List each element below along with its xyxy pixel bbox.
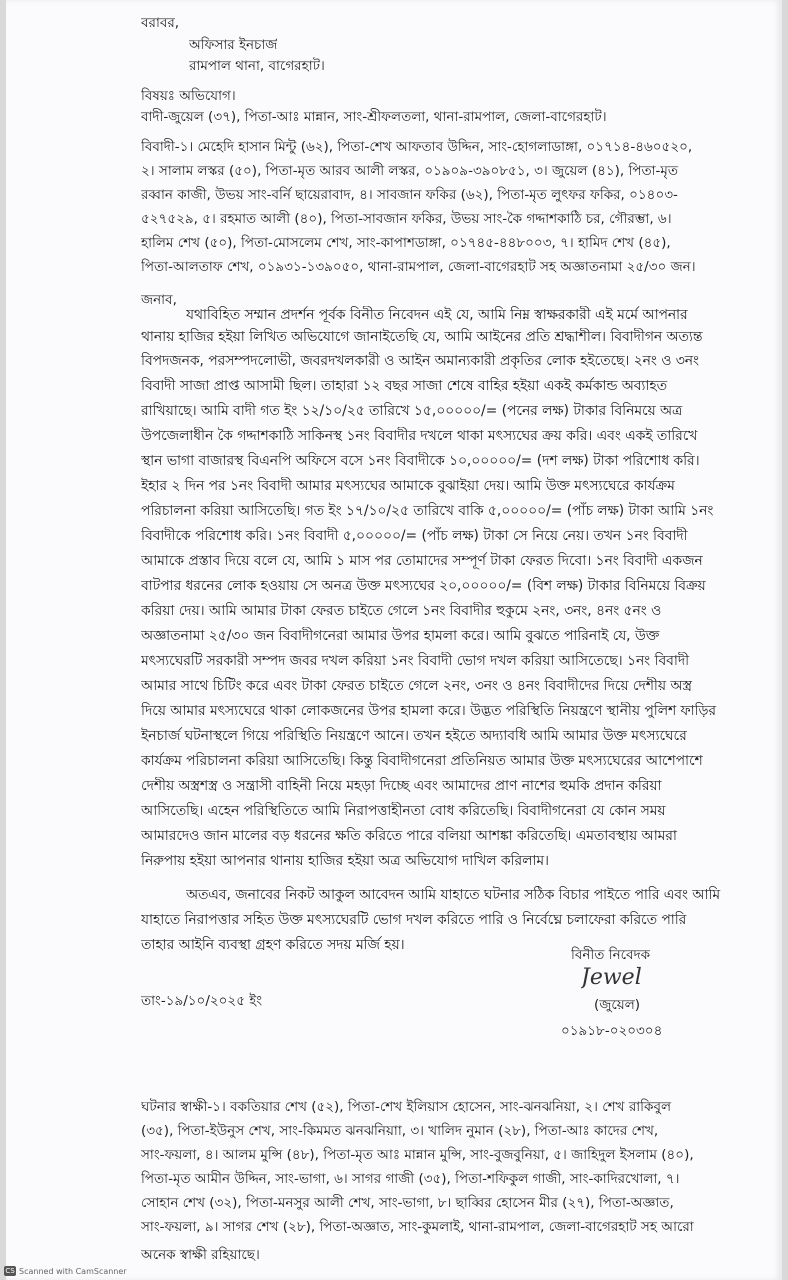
letter-date: তাং-১৯/১০/২০২৫ ইং — [141, 993, 263, 1009]
defendant-line: ২। সালাম লস্কর (৫০), পিতা-মৃত আরব আলী লস্কর, ০১৯০৯-৩৯০৮৫১, ৩। জুয়েল (৪১), পিতা-মৃত — [141, 163, 679, 179]
body-line: বাটপার ধরনের লোক হওয়ায় সে অনত্র উক্ত মৎস্যঘের ২০,০০০০০/= (বিশ লক্ষ) টাকার বিনিময়ে বিক্রয় — [141, 578, 706, 594]
body-line: আমারদেও জান মালের বড় ধরনের ক্ষতি করিতে পারে বলিয়া আশঙ্কা করিতেছি। এমতাবস্থায় আমরা — [141, 828, 677, 844]
body-line: বিবাদীকে পরিশোধ করি। ১নং বিবাদী ৫,০০০০০/= (পাঁচ লক্ষ) টাকা সে নিয়ে নেয়। তখন ১নং বিবাদী — [141, 528, 688, 544]
body-line: স্থান ভাগা বাজারস্থ বিএনপি অফিসে বসে ১নং বিবাদীকে ১০,০০০০০/= (দশ লক্ষ) টাকা পরিশোধ করি। — [141, 453, 700, 469]
body-line: অজ্ঞাতনামা ২৫/৩০ জন বিবাদীগনেরা আমার উপর হামলা করে। আমি বুঝতে পারিনাই যে, উক্ত — [141, 628, 660, 644]
subject-line: বিষয়ঃ অভিযোগ। — [141, 88, 236, 104]
request-line: যাহাতে নিরাপত্তার সহিত উক্ত মৎস্যঘেরটি ভোগ দখল করিতে পারি ও নির্বেঘ্নে চলাফেরা করিতে পারি — [141, 912, 687, 928]
witness-line: ঘটনার স্বাক্ষী-১। বকতিয়ার শেখ (৫২), পিতা-শেখ ইলিয়াস হোসেন, সাং-ঝনঝনিয়া, ২। শেখ রাকিবুল — [141, 1099, 672, 1115]
body-line: পরিচালনা করিয়া আসিতেছি। গত ইং ১৭/১০/২৫ তারিখে বাকি ৫,০০০০০/= (পাঁচ লক্ষ) টাকা আমি ১নং — [141, 503, 714, 519]
body-line: দেশীয় অস্ত্রশস্ত্র ও সন্ত্রাসী বাহিনী নিয়ে মহড়া দিচ্ছে এবং আমাদের প্রাণ নাশের হুমকি প্রদান করিয়া — [141, 778, 662, 794]
body-line: রাখিয়াছে। আমি বাদী গত ইং ১২/১০/২৫ তারিখে ১৫,০০০০০/= (পনের লক্ষ) টাকার বিনিময়ে অত্র — [141, 403, 683, 419]
witness-line: সাং-ফয়লা, ৪। আলম মুন্সি (৪৮), পিতা-মৃত আঃ মান্নান মুন্সি, সাং-বুজবুনিয়া, ৫। জাহিদুল ইসলাম (৪০), — [141, 1147, 694, 1163]
addressee-officer: অফিসার ইনচার্জ — [189, 37, 278, 53]
defendant-line: বিবাদী-১। মেহেদি হাসান মিন্টু (৬২), পিতা-শেখ আফতাব উদ্দিন, সাং-হোগলাডাঙ্গা, ০১৭১৪-৪৬০৫২০, — [141, 139, 693, 155]
request-line: অতএব, জনাবের নিকট আকুল আবেদন আমি যাহাতে ঘটনার সঠিক বিচার পাইতে পারি এবং আমি — [186, 887, 721, 903]
body-line: উপজেলাধীন কৈ গদ্দাশকাঠি সাকিনস্থ ১নং বিবাদীর দখলে থাকা মৎস্যঘের ক্রয় করি। এবং একই তারিখে — [141, 428, 698, 444]
camscanner-watermark — [4, 1266, 127, 1276]
body-line: দিয়ে আমার মৎস্যঘেরে থাকা লোকজনের উপর হামলা করে। উদ্ভত পরিস্থিতি নিয়ন্ত্রণে স্থানীয় পুলিশ ফাড়ির — [141, 703, 716, 719]
salutation: জনাব, — [141, 292, 177, 308]
body-line: ইনচার্জ ঘটনাস্থলে গিয়ে পরিস্থিতি নিয়ন্ত্রণে আনে। তখন হইতে অদ্যাবধি আমি আমার উক্ত মৎস্যঘেরে — [141, 728, 687, 744]
body-line: যথাবিহিত সম্মান প্রদর্শন পূর্বক বিনীত নিবেদন এই যে, আমি নিম্ন স্বাক্ষরকারী এই মর্মে আপনার — [186, 307, 688, 323]
signatory-phone: ০১৯১৮-০২০৩০৪ — [561, 1023, 663, 1039]
handwritten-signature: Jewel — [581, 965, 642, 990]
complaint-letter-page — [6, 0, 782, 1280]
addressee-station: রামপাল থানা, বাগেরহাট। — [189, 58, 325, 74]
body-line: নিরুপায় হইয়া আপনার থানায় হাজির হইয়া অত্র অভিযোগ দাখিল করিলাম। — [141, 853, 549, 869]
body-line: বিপদজনক, পরসম্পদলোভী, জবরদখলকারী ও আইন অমান্যকারী প্রকৃতির লোক হইতেছে। ২নং ও ৩নং — [141, 353, 699, 369]
defendant-line: পিতা-আলতাফ শেখ, ০১৯৩১-১৩৯০৫০, থানা-রামপাল, জেলা-বাগেরহাট সহ অজ্ঞাতনামা ২৫/৩০ জন। — [141, 259, 696, 275]
witness-line: সোহান শেখ (৩২), পিতা-মনসুর আলী শেখ, সাং-ভাগা, ৮। ছাব্বির হোসেন মীর (২৭), পিতা-অজ্ঞাত, — [141, 1195, 674, 1211]
body-line: ইহার ২ দিন পর ১নং বিবাদী আমার মৎস্যঘের আমাকে বুঝাইয়া দেয়। আমি উক্ত মৎস্যঘেরে কার্যক্রম — [141, 478, 675, 494]
body-line: আমাকে প্রস্তাব দিয়ে বলে যে, আমি ১ মাস পর তোমাদের সম্পূর্ণ টাকা ফেরত দিবো। ১নং বিবাদী একজন — [141, 553, 703, 569]
body-line: কার্যক্রম পরিচালনা করিয়া আসিতেছি। কিন্তু বিবাদীগনেরা প্রতিনিয়ত আমার উক্ত মৎস্যঘেরের আশেপাশে — [141, 753, 703, 769]
camscanner-text: Scanned with CamScanner — [19, 1266, 127, 1276]
body-line: মৎস্যঘেরটি সরকারী সম্পদ জবর দখল করিয়া ১নং বিবাদী ভোগ দখল করিয়া আসিতেছে। ১নং বিবাদী — [141, 653, 690, 669]
body-line: আমার সাথে চিটিং করে এবং টাকা ফেরত চাইতে গেলে ২নং, ৩নং ও ৪নং বিবাদীদের দিয়ে দেশীয় অস্ত্র — [141, 678, 692, 694]
signatory-name: (জুয়েল) — [594, 997, 641, 1013]
camscanner-logo-icon: CS — [5, 1267, 15, 1275]
defendant-line: ৫২৭৫২৯, ৫। রহমাত আলী (৪০), পিতা-সাবজান ফকির, উভয় সাং-কৈ গদ্দাশকাঠি চর, গৌরম্ভা, ৬। — [141, 211, 672, 227]
witness-line: (৩৫), পিতা-ইউনুস শেখ, সাং-কিমমত ঝনঝনিয়াা, ৩। খালিদ নুমান (২৮), পিতা-আঃ কাদের শেখ, — [141, 1123, 659, 1139]
witness-line: সাং-ফয়লা, ৯। সাগর শেখ (২৮), পিতা-অজ্ঞাত, সাং-কুমলাই, থানা-রামপাল, জেলা-বাগেরহাট সহ আরো — [141, 1219, 694, 1235]
body-line: আসিতেছি। এহেন পরিস্থিতিতে আমি নিরাপত্তাহীনতা বোধ করিতেছি। বিবাদীগনেরা যে কোন সময় — [141, 803, 666, 819]
closing-label: বিনীত নিবেদক — [571, 947, 651, 963]
witness-line: অনেক স্বাক্ষী রহিয়াছে। — [141, 1247, 260, 1263]
body-line: করিয়া দেয়। আমি আমার টাকা ফেরত চাইতে গেলে ১নং বিবাদীর হুকুমে ২নং, ৩নং, ৪নং ৫নং ও — [141, 603, 662, 619]
addressee-salutation: বরাবর, — [141, 15, 180, 31]
request-line: তাহার আইনি ব্যবস্থা গ্রহণ করিতে সদয় মর্জি হয়। — [141, 937, 405, 953]
witness-line: পিতা-মৃত আমীন উদ্দিন, সাং-ভাগা, ৬। সাগর গাজী (৩৫), পিতা-শফিকুল গাজী, সাং-কাদিরখোলা, ৭। — [141, 1171, 680, 1187]
plaintiff-line: বাদী-জুয়েল (৩৭), পিতা-আঃ মান্নান, সাং-শ্রীফলতলা, থানা-রামপাল, জেলা-বাগেরহাট। — [141, 109, 607, 125]
body-line: বিবাদী সাজা প্রাপ্ত আসামী ছিল। তাহারা ১২ বছর সাজা শেষে বাহির হইয়া একই কর্মকান্ড অব্যাহত — [141, 378, 668, 394]
defendant-line: হালিম শেখ (৫০), পিতা-মোসলেম শেখ, সাং-কাপাশডাঙ্গা, ০১৭৪৫-৪৪৮০০৩, ৭। হামিদ শেখ (৪৫), — [141, 235, 671, 251]
body-line: থানায় হাজির হইয়া লিখিত অভিযোগে জানাইতেছি যে, আমি আইনের প্রতি শ্রদ্ধাশীল। বিবাদীগন অত্যন্ত — [141, 329, 703, 345]
defendant-line: রব্বান কাজী, উভয় সাং-বর্নি ছায়েরাবাদ, ৪। সাবজান ফকির (৬২), পিতা-মৃত লুৎফর ফকির, ০১৪০৩- — [141, 187, 678, 203]
